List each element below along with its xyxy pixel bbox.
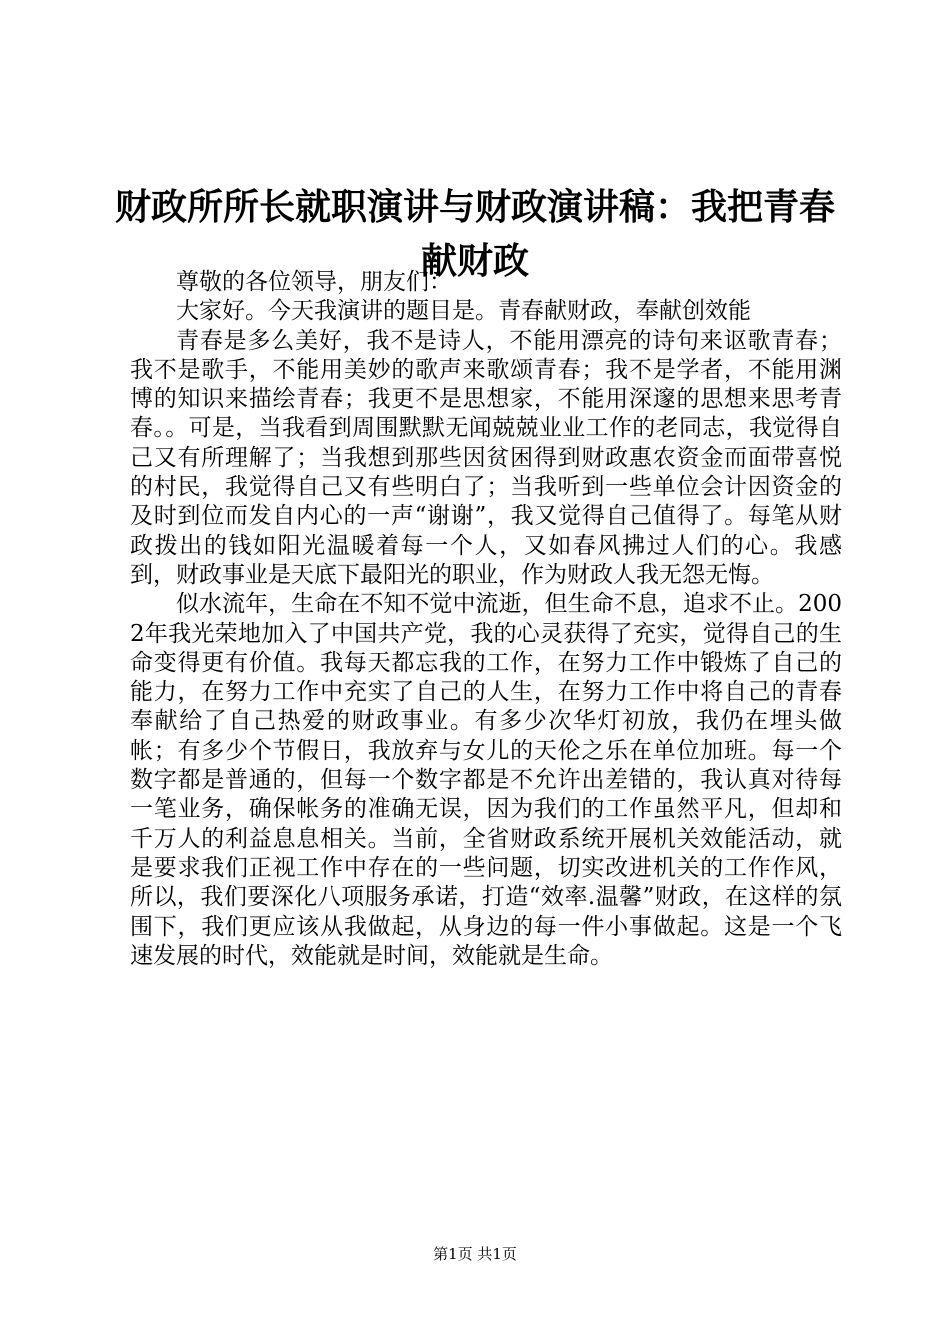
body-paragraph: 青春是多么美好，我不是诗人，不能用漂亮的诗句来讴歌青春；我不是歌手，不能用美妙的歌声来歌颂青春；我不是学者，不能用渊博的知识来描绘青春；我更不是思想家，不能用深邃的思想来思考青春。。可是，当我看到周围默默无闻兢兢业业工作的老同志，我觉得自己又有所理解了；当我想到那些因贫困得到财政惠农资金而面带喜悦的村民，我觉得自己又有些明白了；当我听到一些单位会计因资金的及时到位而发自内心的一声“谢谢”，我又觉得自己值得了。每笔从财政拨出的钱如阳光温暖着每一个人，又如春风拂过人们的心。我感到，财政事业是天底下最阳光的职业，作为财政人我无怨无悔。 <box>130 327 842 588</box>
page-number-footer: 第1页 共1页 <box>433 1245 517 1263</box>
body-paragraph: 似水流年，生命在不知不觉中流逝，但生命不息，追求不止。2002年我光荣地加入了中国共产党，我的心灵获得了充实，觉得自己的生命变得更有价值。我每天都忘我的工作，在努力工作中锻炼了自己的能力，在努力工作中充实了自己的人生，在努力工作中将自己的青春奉献给了自己热爱的财政事业。有多少次华灯初放，我仍在埋头做帐；有多少个节假日，我放弃与女儿的天伦之乐在单位加班。每一个数字都是普通的，但每一个数字都是不允许出差错的，我认真对待每一笔业务，确保帐务的准确无误，因为我们的工作虽然平凡，但却和千万人的利益息息相关。当前，全省财政系统开展机关效能活动，就是要求我们正视工作中存在的一些问题，切实改进机关的工作作风，所以，我们要深化八项服务承诺，打造“效率.温馨”财政，在这样的氛围下，我们更应该从我做起，从身边的每一件小事做起。这是一个飞速发展的时代，效能就是时间，效能就是生命。 <box>130 591 842 969</box>
greeting-paragraph: 大家好。今天我演讲的题目是。青春献财政，奉献创效能 <box>176 298 751 325</box>
document-title: 财政所所长就职演讲与财政演讲稿：我把青春献财政 <box>114 186 835 282</box>
document-body <box>130 268 842 971</box>
salutation-paragraph: 尊敬的各位领导，朋友们： <box>176 269 452 295</box>
